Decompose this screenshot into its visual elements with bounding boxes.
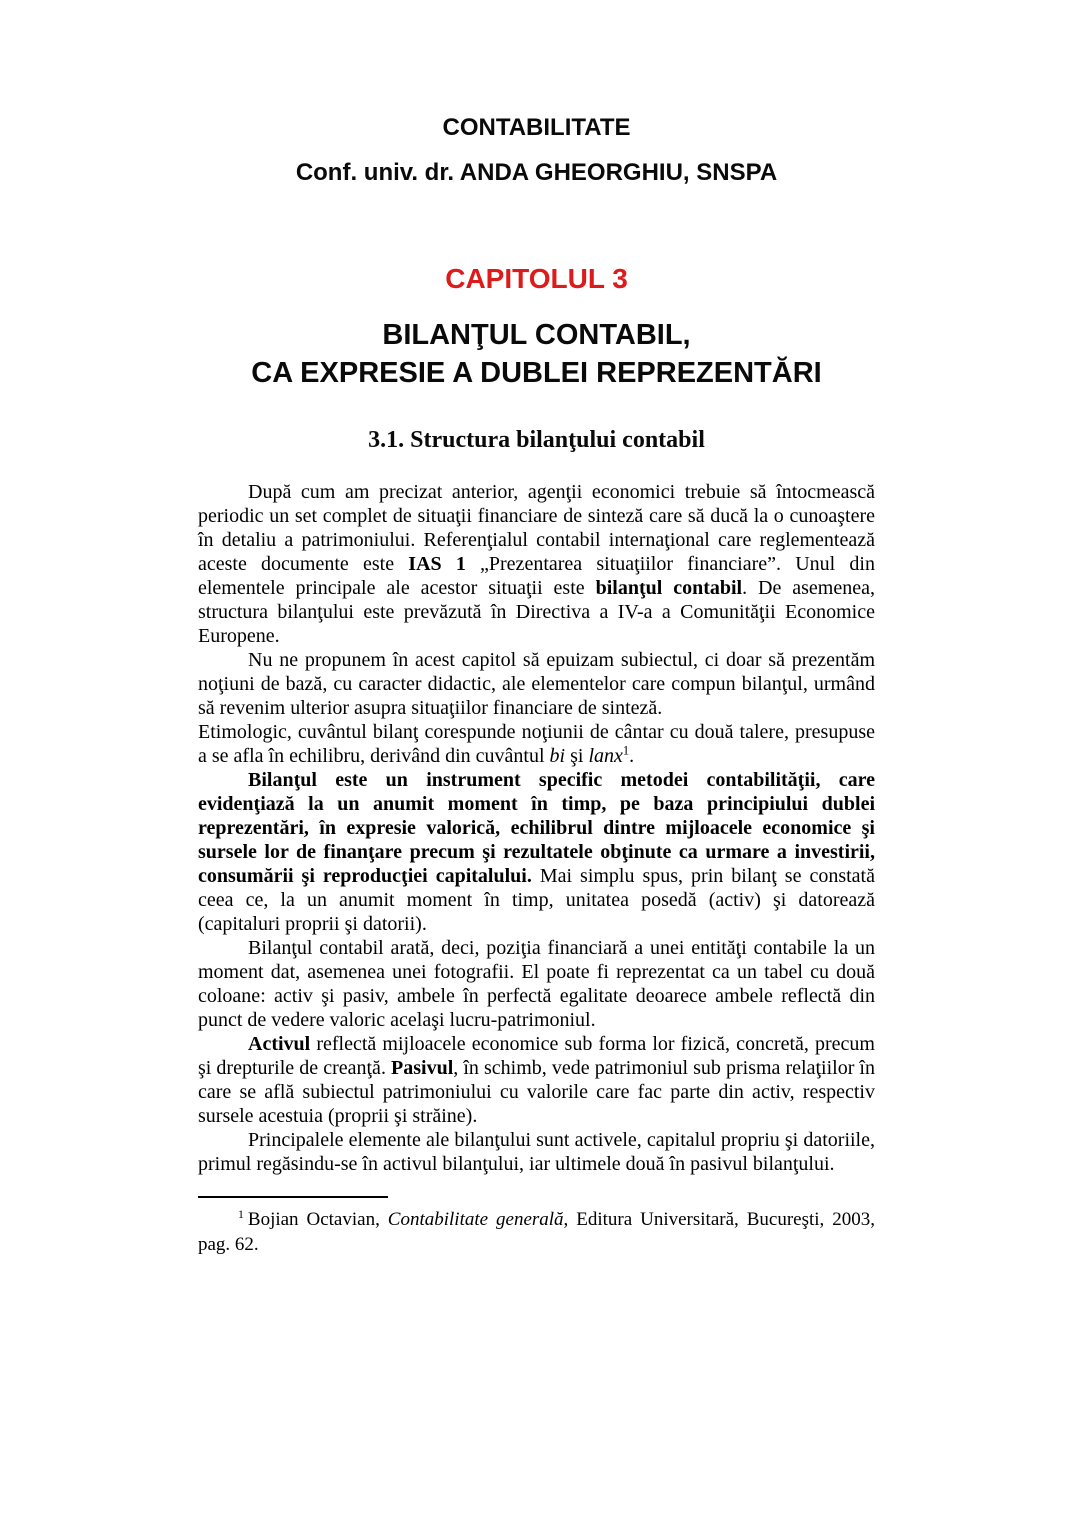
footnote-block: [198, 1196, 875, 1257]
paragraph: Bilanţul contabil arată, deci, poziţia financiară a unei entităţi contabile la un moment dat, asemenea unei fotografii. El poate fi reprezentat ca un tabel cu două coloane: activ şi pasiv, ambele în perfectă egalitate deoarece ambele reflectă din punct de vedere valoric acelaşi lucru-patrimoniul.: [198, 937, 875, 1031]
chapter-title-line2: CA EXPRESIE A DUBLEI REPREZENTĂRI: [251, 357, 822, 389]
paragraph: Activul reflectă mijloacele economice sub forma lor fizică, concretă, precum şi drepturile de creanţă. Pasivul, în schimb, vede patrimoniul sub prisma relaţiilor în care se află subiectul patrimoniului cu valorile care fac parte din activ, respectiv sursele acestuia (proprii şi străine).: [198, 1033, 875, 1127]
footnote-text: Bojian Octavian, Contabilitate generală, Editura Universitară, Bucureşti, 2003, pag. 62.: [198, 1209, 875, 1255]
paragraph: După cum am precizat anterior, agenţii economici trebuie să întocmească periodic un set complet de situaţii financiare de sinteză care să ducă la o cunoaştere în detaliu a patrimoniului. Referenţialul contabil internaţional care reglementează aceste documente este IAS 1 „Prezentarea situaţiilor financiare”. Unul din elementele principale ale acestor situaţii este bilanţul contabil. De asemenea, structura bilanţului este prevăzută în Directiva a IV-a a Comunităţii Economice Europene.: [198, 481, 875, 647]
footnote-marker: 1: [238, 1207, 244, 1221]
paragraph: Nu ne propunem în acest capitol să epuizam subiectul, ci doar să prezentăm noţiuni de bază, cu caracter didactic, ale elementelor care compun bilanţul, urmând să revenim ulterior asupra situaţiilor financiare de sinteză.: [198, 649, 875, 719]
chapter-label: CAPITOLUL 3: [445, 263, 628, 294]
paragraph: Principalele elemente ale bilanţului sunt activele, capitalul propriu şi datoriile, primul regăsindu-se în activul bilanţului, iar ultimele două în pasivul bilanţului.: [198, 1129, 875, 1175]
chapter-title: [198, 316, 875, 392]
author-line: Conf. univ. dr. ANDA GHEORGHIU, SNSPA: [295, 159, 778, 186]
chapter-title-line1: BILANŢUL CONTABIL,: [382, 319, 691, 351]
document-header: [198, 0, 875, 187]
paragraph: Bilanţul este un instrument specific metodei contabilităţii, care evidenţiază la un anumit moment în timp, pe baza principiului dublei reprezentări, în expresie valorică, echilibrul dintre mijloacele economice şi sursele lor de finanţare precum şi rezultatele obţinute ca urmare a investirii, consumării şi reproducţiei capitalului. Mai simplu spus, prin bilanţ se constată ceea ce, la un anumit moment în timp, unitatea posedă (activ) şi datorează (capitaluri proprii şi datorii).: [198, 769, 875, 935]
section-heading: 3.1. Structura bilanţului contabil: [368, 427, 705, 453]
course-title: CONTABILITATE: [442, 114, 631, 141]
body-paragraphs: [198, 480, 875, 1176]
paragraph: Etimologic, cuvântul bilanţ corespunde noţiunii de cântar cu două talere, presupuse a se afla în echilibru, derivând din cuvântul bi şi lanx$^1$.: [198, 721, 875, 767]
footnote: [198, 1207, 875, 1257]
footnote-divider: [198, 1196, 388, 1198]
